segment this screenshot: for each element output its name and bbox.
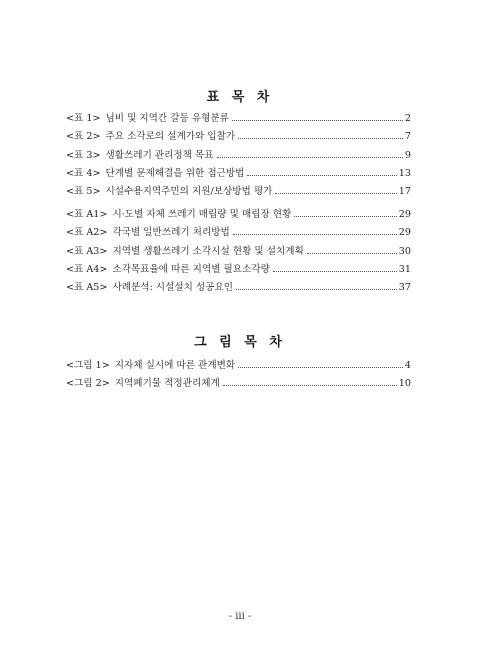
toc-entry-title: 각국별 일반쓰레기 처리방법 <box>112 227 230 239</box>
toc-entry-title: 시설수용지역주민의 지원/보상방법 평가 <box>105 186 273 198</box>
toc-entry[interactable] <box>66 243 411 261</box>
toc-entry-title: 생활쓰레기 관리정책 목표 <box>105 149 214 161</box>
toc-entry-number: <표 A5> <box>66 282 108 294</box>
toc-entry[interactable] <box>66 128 411 146</box>
toc-entry-title: 단계별 문제해결을 위한 접근방법 <box>105 167 245 179</box>
toc-entry[interactable] <box>66 357 411 375</box>
toc-entry-page: 2 <box>404 113 411 124</box>
toc-entry-page: 29 <box>398 227 411 239</box>
toc-entry-title: 지역폐기물 적정관리체계 <box>114 378 220 390</box>
toc-entry-number: <표 4> <box>66 167 101 179</box>
toc-dot-leader <box>223 385 397 386</box>
tables-toc-title: 표 목 차 <box>206 90 274 105</box>
toc-entry-title: 소각목표율에 따른 지역별 필요소각량 <box>112 263 270 275</box>
toc-dot-leader <box>238 138 403 139</box>
toc-dot-leader <box>236 289 397 290</box>
toc-entry[interactable] <box>66 206 411 224</box>
toc-entry-page: 29 <box>398 209 411 220</box>
toc-entry-page: 37 <box>398 282 411 294</box>
toc-entry-number: <표 1> <box>66 113 101 124</box>
toc-dot-leader <box>247 175 396 176</box>
tables-toc-list <box>66 110 411 201</box>
toc-dot-leader <box>273 271 397 272</box>
toc-entry-page: 13 <box>398 167 411 179</box>
toc-entry[interactable] <box>66 165 411 183</box>
figures-toc-list <box>66 357 411 394</box>
toc-entry-number: <표 A1> <box>66 209 108 220</box>
toc-entry-number: <표 5> <box>66 186 101 198</box>
toc-entry[interactable] <box>66 261 411 279</box>
toc-entry-page: 31 <box>398 263 411 275</box>
toc-dot-leader <box>275 193 396 194</box>
toc-entry[interactable] <box>66 147 411 165</box>
toc-dot-leader <box>294 216 396 217</box>
toc-dot-leader <box>217 157 403 158</box>
toc-entry[interactable] <box>66 279 411 297</box>
toc-entry-page: 4 <box>404 360 411 371</box>
toc-entry-number: <표 2> <box>66 131 101 143</box>
toc-entry-number: <표 A4> <box>66 263 108 275</box>
page-number-footer: - iii - <box>228 611 252 622</box>
toc-entry-title: 님비 및 지역간 갈등 유형분류 <box>105 113 229 124</box>
toc-entry-title: 주요 소각로의 설계가와 입찰가 <box>105 131 236 143</box>
toc-entry-page: 30 <box>398 245 411 257</box>
toc-dot-leader <box>233 234 397 235</box>
toc-entry-page: 17 <box>398 186 411 198</box>
toc-entry[interactable] <box>66 375 411 393</box>
toc-entry-page: 7 <box>404 131 411 143</box>
toc-entry-title: 사례분석: 시설설치 성공요인 <box>112 282 233 294</box>
toc-entry-number: <표 A3> <box>66 245 108 257</box>
toc-entry-number: <그림 2> <box>66 378 110 390</box>
toc-entry-title: 지자체 실시에 따른 관계변화 <box>114 360 236 371</box>
toc-dot-leader <box>232 120 403 121</box>
toc-entry[interactable] <box>66 183 411 201</box>
toc-dot-leader <box>307 253 397 254</box>
toc-dot-leader <box>238 367 403 368</box>
toc-entry[interactable] <box>66 224 411 242</box>
toc-entry[interactable] <box>66 110 411 128</box>
toc-entry-title: 시·도별 자체 쓰레기 매립량 및 매립장 현황 <box>112 209 292 220</box>
toc-entry-number: <표 3> <box>66 149 101 161</box>
toc-entry-number: <그림 1> <box>66 360 110 371</box>
figures-toc-title: 그 림 목 차 <box>194 335 286 350</box>
toc-entry-number: <표 A2> <box>66 227 108 239</box>
toc-entry-title: 지역별 생활쓰레기 소각시설 현황 및 설치계획 <box>112 245 304 257</box>
toc-entry-page: 10 <box>398 378 411 390</box>
toc-entry-page: 9 <box>404 149 411 161</box>
appendix-tables-toc-list <box>66 206 411 297</box>
